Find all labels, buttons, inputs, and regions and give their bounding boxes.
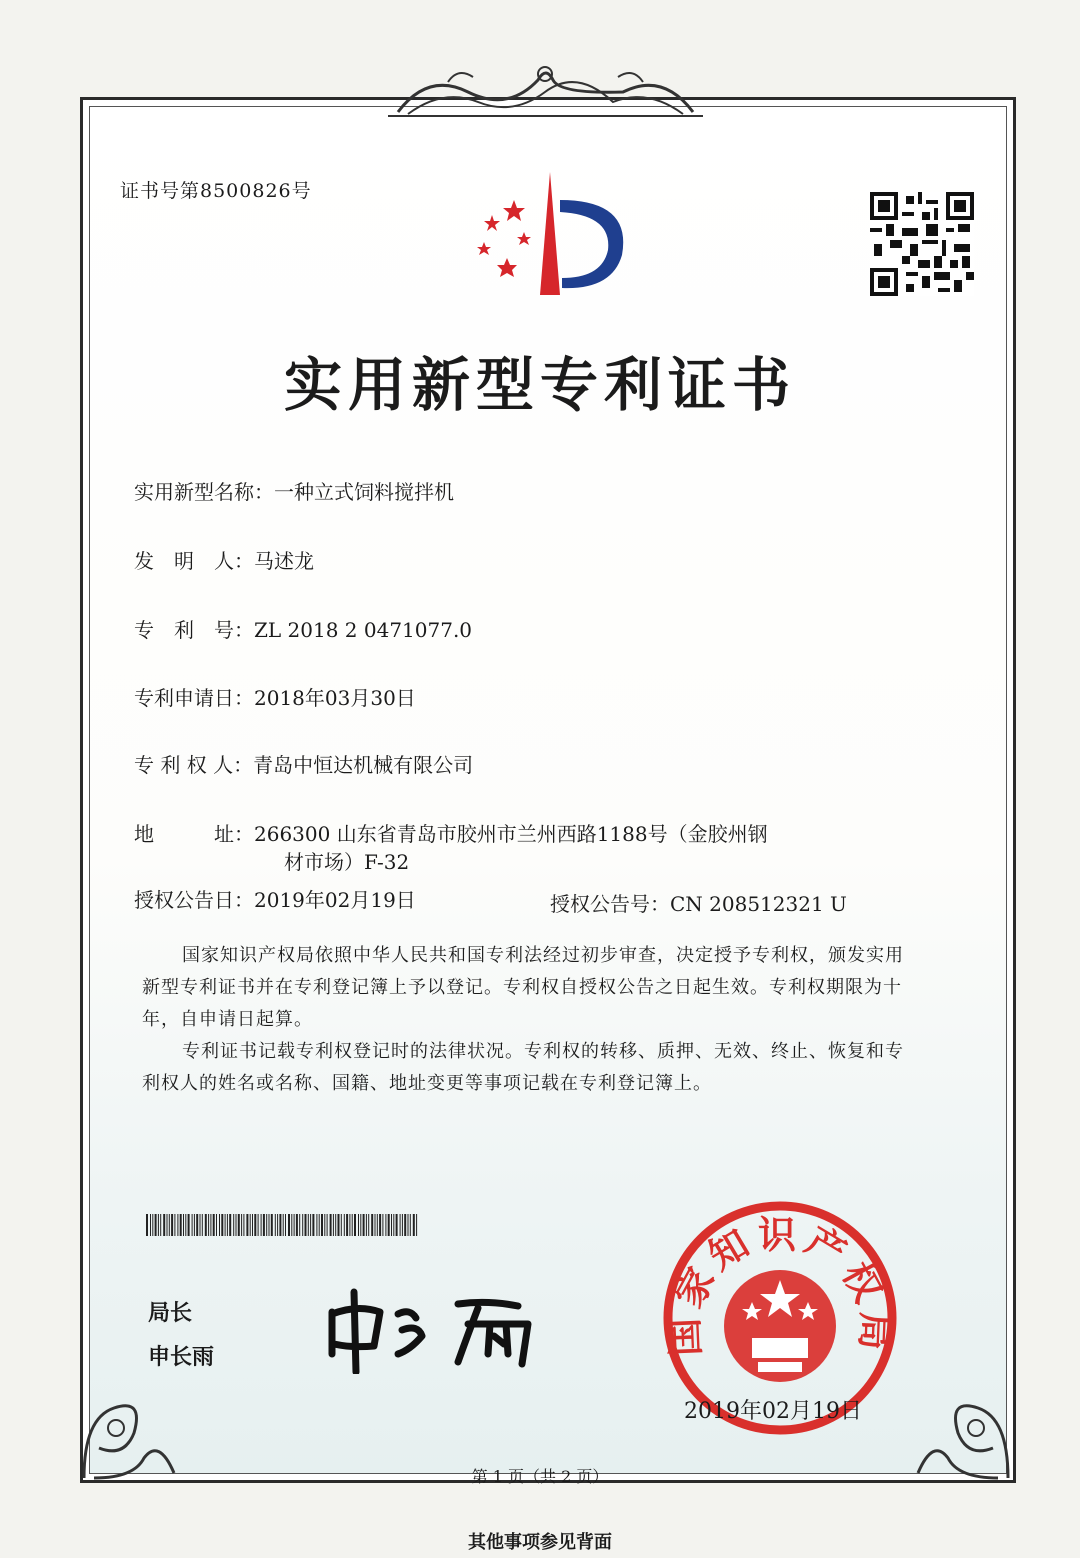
qr-code-icon (870, 192, 974, 296)
field-label: 授权公告号： (550, 892, 670, 916)
field-grant-number (550, 888, 847, 917)
field-address (134, 818, 768, 847)
page-number: 第 1 页（共 2 页） (471, 1467, 609, 1486)
signer-name: 申长雨 (148, 1345, 215, 1370)
field-address-line2: 材市场）F-32 (284, 850, 410, 874)
cnipa-emblem-icon (462, 170, 632, 300)
field-inventor (134, 545, 314, 574)
certificate-number: 证书号第8500826号 (120, 180, 312, 202)
field-value: 2019年02月19日 (254, 888, 416, 912)
field-value: 青岛中恒达机械有限公司 (253, 753, 474, 777)
field-value: ZL 2018 2 0471077.0 (254, 618, 473, 642)
statement-paragraph-1 (142, 940, 964, 1036)
field-label: 地 址： (134, 822, 254, 846)
field-grant-date (134, 884, 416, 913)
paragraph-line: 利权人的姓名或名称、国籍、地址变更等事项记载在专利登记簿上。 (142, 1073, 712, 1094)
barcode-icon (146, 1214, 420, 1236)
field-label: 专 利 号： (134, 618, 254, 642)
signer-title: 局长 (148, 1301, 193, 1326)
field-patent-number (134, 614, 472, 643)
field-utility-model-name (134, 476, 454, 505)
statement-paragraph-2 (142, 1036, 964, 1100)
top-ornament-icon (388, 62, 703, 120)
footer-note: 其他事项参见背面 (468, 1532, 612, 1553)
field-label: 授权公告日： (134, 888, 254, 912)
field-label: 专 利 权 人： (134, 753, 254, 777)
handwritten-signature-icon (318, 1284, 558, 1374)
paragraph-line: 新型专利证书并在专利登记簿上予以登记。专利权自授权公告之日起生效。专利权期限为十 (142, 977, 902, 998)
certificate-title: 实用新型专利证书 (283, 351, 796, 419)
field-value: 马述龙 (254, 549, 314, 573)
field-label: 实用新型名称： (134, 480, 274, 504)
field-label: 发 明 人： (134, 549, 254, 573)
field-value: 2018年03月30日 (254, 686, 416, 710)
field-filing-date (134, 682, 416, 711)
field-label: 专利申请日： (134, 686, 254, 710)
field-value: 266300 山东省青岛市胶州市兰州西路1188号（金胶州钢 (254, 822, 768, 846)
field-patentee (134, 749, 473, 778)
field-value: CN 208512321 U (670, 892, 847, 916)
field-value: 一种立式饲料搅拌机 (274, 480, 454, 504)
paragraph-line: 国家知识产权局依照中华人民共和国专利法经过初步审查，决定授予专利权，颁发实用 (182, 945, 904, 966)
seal-text: 国家知识产权局 (662, 1213, 898, 1357)
paragraph-line: 年，自申请日起算。 (142, 1009, 313, 1030)
paragraph-line: 专利证书记载专利权登记时的法律状况。专利权的转移、质押、无效、终止、恢复和专 (182, 1041, 904, 1062)
seal-date: 2019年02月19日 (684, 1399, 862, 1424)
